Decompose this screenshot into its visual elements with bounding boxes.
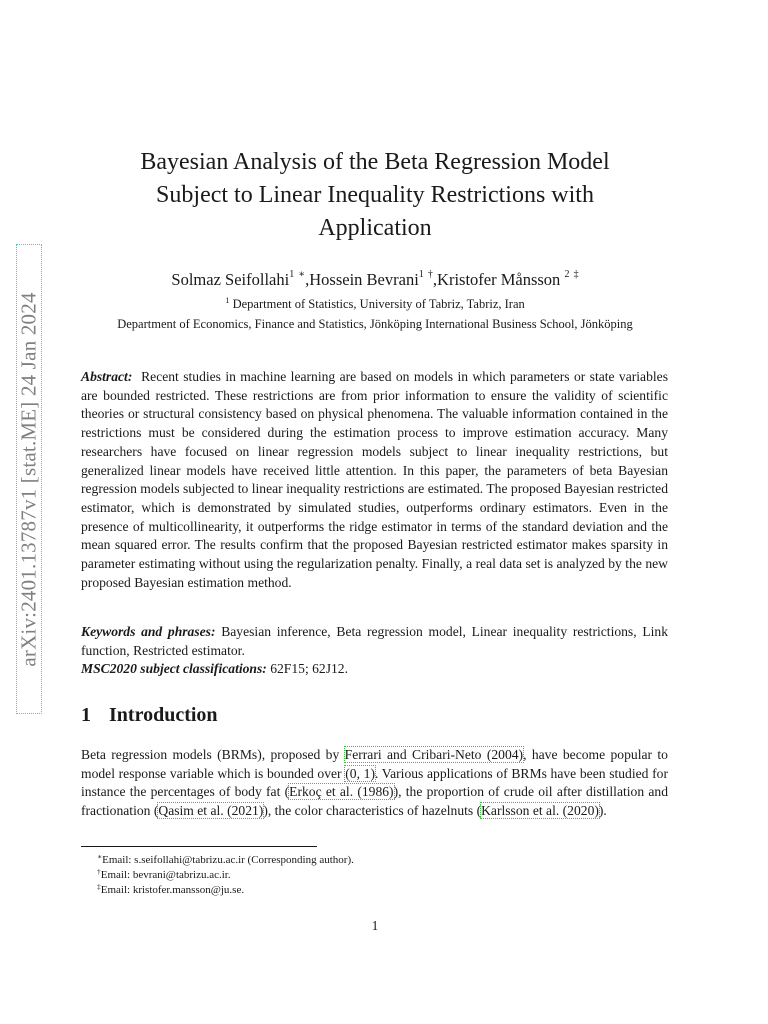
- affiliation-text: Department of Economics, Finance and Statistics, Jönköping International Business School, Jönköping: [117, 317, 633, 331]
- author-name: Hossein Bevrani: [309, 270, 419, 289]
- paper-title: [80, 146, 670, 245]
- author-list: Solmaz Seifollahi$^1$ ∗,Hossein Bevrani$^1$ †,Kristofer Månsson $^2$ ‡: [171, 269, 579, 289]
- title-line: Application: [318, 215, 432, 241]
- author-affil-mark: 1: [418, 269, 424, 280]
- footnote-mark: ∗: [97, 852, 103, 861]
- intro-text: . Various applications of BRMs have been studied for instance the percentages of body fat (: [81, 765, 668, 800]
- page-number: 1: [371, 918, 379, 933]
- author-footnote-mark[interactable]: ‡: [573, 269, 579, 280]
- author-name: Solmaz Seifollahi: [171, 270, 290, 289]
- intro-paragraph: [81, 746, 668, 821]
- footnote-text: Email: bevrani@tabrizu.ac.ir.: [100, 869, 231, 881]
- intro-text: ), the proportion of crude oil after distillation and fractionation (: [81, 784, 668, 819]
- citation-link[interactable]: Qasim et al. (2021): [158, 803, 264, 819]
- footnote-mark: ‡: [97, 882, 101, 891]
- keywords-label: Keywords and phrases:: [81, 624, 216, 639]
- keywords-text: Bayesian inference, Beta regression model, Linear inequality restrictions, Link function, Restricted estimator.: [81, 624, 668, 658]
- author-affil-mark: 1: [289, 269, 295, 280]
- affiliation-2: [60, 316, 690, 332]
- title-line: Bayesian Analysis of the Beta Regression Model: [140, 149, 610, 175]
- section-heading: [81, 704, 218, 727]
- intro-text: ), the color characteristics of hazelnuts (: [263, 803, 482, 819]
- author-affil-mark: 2: [564, 269, 570, 280]
- affiliation-text: Department of Statistics, University of Tabriz, Tabriz, Iran: [232, 297, 525, 311]
- author-footnote-mark[interactable]: ∗: [298, 269, 306, 280]
- section-title: Introduction: [109, 704, 218, 726]
- citation-link[interactable]: Erkoç et al. (1986): [289, 784, 394, 800]
- arxiv-stamp[interactable]: [16, 244, 42, 714]
- footnote-text: Email: s.seifollahi@tabrizu.ac.ir (Corresponding author).: [102, 854, 354, 866]
- title-line: Subject to Linear Inequality Restrictions with: [156, 182, 594, 208]
- intro-text: Beta regression models (BRMs), proposed by: [81, 747, 345, 762]
- affiliation-number: 1: [225, 295, 230, 305]
- footnote-text: Email: kristofer.mansson@ju.se.: [100, 884, 245, 896]
- footnote-rule: [81, 846, 317, 847]
- author-footnote-mark[interactable]: †: [427, 269, 433, 280]
- citation-link[interactable]: Karlsson et al. (2020): [481, 803, 599, 819]
- msc-label: MSC2020 subject classifications:: [81, 661, 267, 676]
- msc-text: 62F15; 62J12.: [270, 661, 349, 676]
- footnote: [97, 880, 244, 897]
- footnote-mark: †: [97, 867, 101, 876]
- intro-text: ).: [598, 803, 607, 819]
- abstract-text: Recent studies in machine learning are based on models in which parameters or state variables are bounded restricted. These restrictions are from prior information to ensure the validity of scientific theories or structural consistency based on physical phenomena. The valuable information contained in the restrictions must be considered during the estimation process to improve estimation accuracy. Many researchers have focused on linear regression models subject to linear inequality restrictions, but generalized linear models have received little attention. In this paper, the parameters of beta Bayesian regression models subjected to linear inequality restrictions are estimated. The proposed Bayesian restricted estimator, which is demonstrated by simulated studies, outperforms ordinary estimators. Even in the presence of multicollinearity, it outperforms the ridge estimator in terms of the standard deviation and the mean squared error. The results confirm that the proposed Bayesian restricted estimator makes sparsity in parameter estimating without using the regularization penalty. Finally, a real data set is analyzed by the new proposed Bayesian estimation method.: [81, 369, 668, 590]
- abstract: [81, 368, 668, 592]
- affiliation-1: [60, 292, 690, 312]
- interval-link[interactable]: (0, 1): [345, 765, 375, 781]
- section-number: 1: [81, 704, 91, 726]
- arxiv-stamp-text: arXiv:2401.13787v1 [stat.ME] 24 Jan 2024: [16, 291, 41, 667]
- msc-classification: [81, 660, 668, 679]
- author-name: Kristofer Månsson: [437, 270, 561, 289]
- citation-link[interactable]: Ferrari and Cribari-Neto (2004): [344, 747, 524, 762]
- intro-text: , have become popular to model response variable which is bounded over: [81, 747, 668, 781]
- keywords: [81, 623, 668, 660]
- abstract-label: Abstract:: [81, 369, 133, 384]
